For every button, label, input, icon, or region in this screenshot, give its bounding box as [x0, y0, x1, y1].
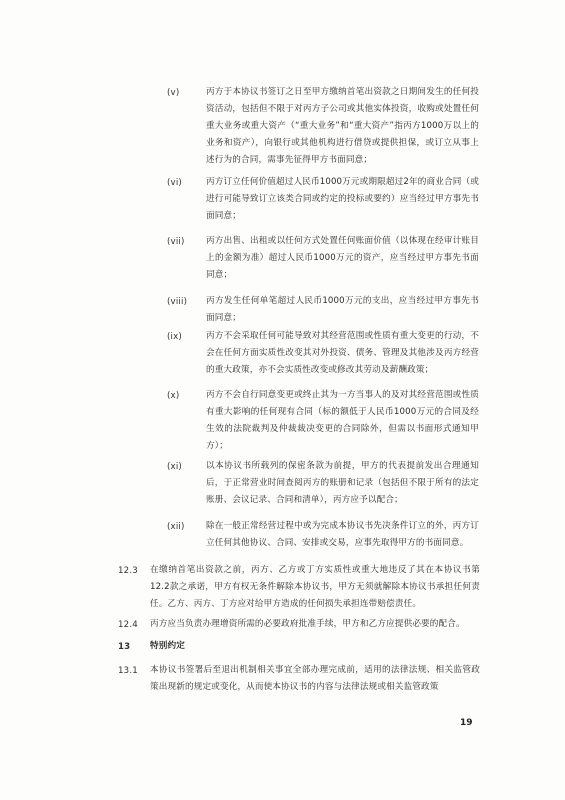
- clause-label: (ix): [167, 332, 182, 342]
- page-number: 19: [460, 718, 473, 728]
- section-text: 丙方应当负责办理增资所需的必要政府批准手续，甲方和乙方应提供必要的配合。: [150, 619, 465, 629]
- clause-text: 丙方不会自行同意变更或终止其为一方当事人的及对其经营范围或性质有重大影响的任何现有合同（标的额低于人民币1000万元的合同及经生效的法院裁判及仲裁裁决变更的合同除外，但需以书面形式通知甲方）；: [206, 390, 479, 452]
- section-number: 13.1: [118, 666, 138, 676]
- clause-text: 丙方于本协议书签订之日至甲方缴纳首笔出资款之日期间发生的任何投资活动，包括但不限于对丙方子公司或其他实体投资，收购或处置任何重大业务或重大资产（“重大业务”和“重大资产”指丙方1000万以上的业务和资产），向银行或其他机构进行借贷或提供担保，或订立从事上述行为的合同，需事先征得甲方书面同意；: [206, 87, 479, 166]
- clause-label: (vi): [167, 178, 182, 188]
- section-number: 12.4: [118, 620, 138, 630]
- clause-text: 丙方发生任何单笔超过人民币1000万元的支出，应当经过甲方事先书面同意；: [206, 296, 479, 324]
- clause-label: (v): [167, 88, 180, 98]
- clause-text: 除在一般正常经营过程中或为完成本协议书先决条件订立的外，丙方订立任何其他协议、合同、安排或交易，应事先取得甲方的书面同意。: [206, 521, 479, 549]
- clause-label: (x): [167, 391, 180, 401]
- clause-text: 丙方订立任何价值超过人民币1000万元或期限超过2年的商业合同（或进行可能导致订立该类合同或约定的投标或要约）应当经过甲方事先书面同意；: [206, 177, 479, 222]
- section-number: 13: [118, 642, 131, 652]
- clause-label: (xi): [167, 462, 182, 472]
- clause-label: (xii): [167, 522, 185, 532]
- section-title: 特别约定: [150, 641, 185, 651]
- clause-label: (vii): [167, 237, 185, 247]
- clause-text: 以本协议书所载列的保密条款为前提，甲方的代表提前发出合理通知后，于正常营业时间查阅丙方的账册和记录（包括但不限于所有的法定账册、会议记录、合同和清单），丙方应予以配合；: [206, 461, 479, 506]
- section-text: 本协议书签署后至退出机制相关事宜全部办理完成前，适用的法律法规、相关监管政策出现新的规定或变化，从而使本协议书的内容与法律法规或相关监管政策: [150, 665, 480, 693]
- clause-label: (viii): [167, 297, 188, 307]
- section-number: 12.3: [118, 566, 138, 576]
- section-text: 在缴纳首笔出资款之前，丙方、乙方或丁方实质性或重大地违反了其在本协议书第12.2款之承诺，甲方有权无条件解除本协议书，甲方无须就解除本协议书承担任何责任。乙方、丙方、丁方应对给甲方造成的任何损失承担连带赔偿责任。: [150, 565, 480, 610]
- clause-text: 丙方不会采取任何可能导致对其经营范围或性质有重大变更的行动，不会在任何方面实质性改变其对外投资、债务、管理及其他涉及丙方经营的重大政策，亦不会实质性改变或修改其劳动及薪酬政策；: [206, 331, 479, 376]
- clause-text: 丙方出售、出租或以任何方式处置任何账面价值（以体现在经审计账目上的金额为准）超过人民币1000万元的资产，应当经过甲方事先书面同意；: [206, 236, 479, 281]
